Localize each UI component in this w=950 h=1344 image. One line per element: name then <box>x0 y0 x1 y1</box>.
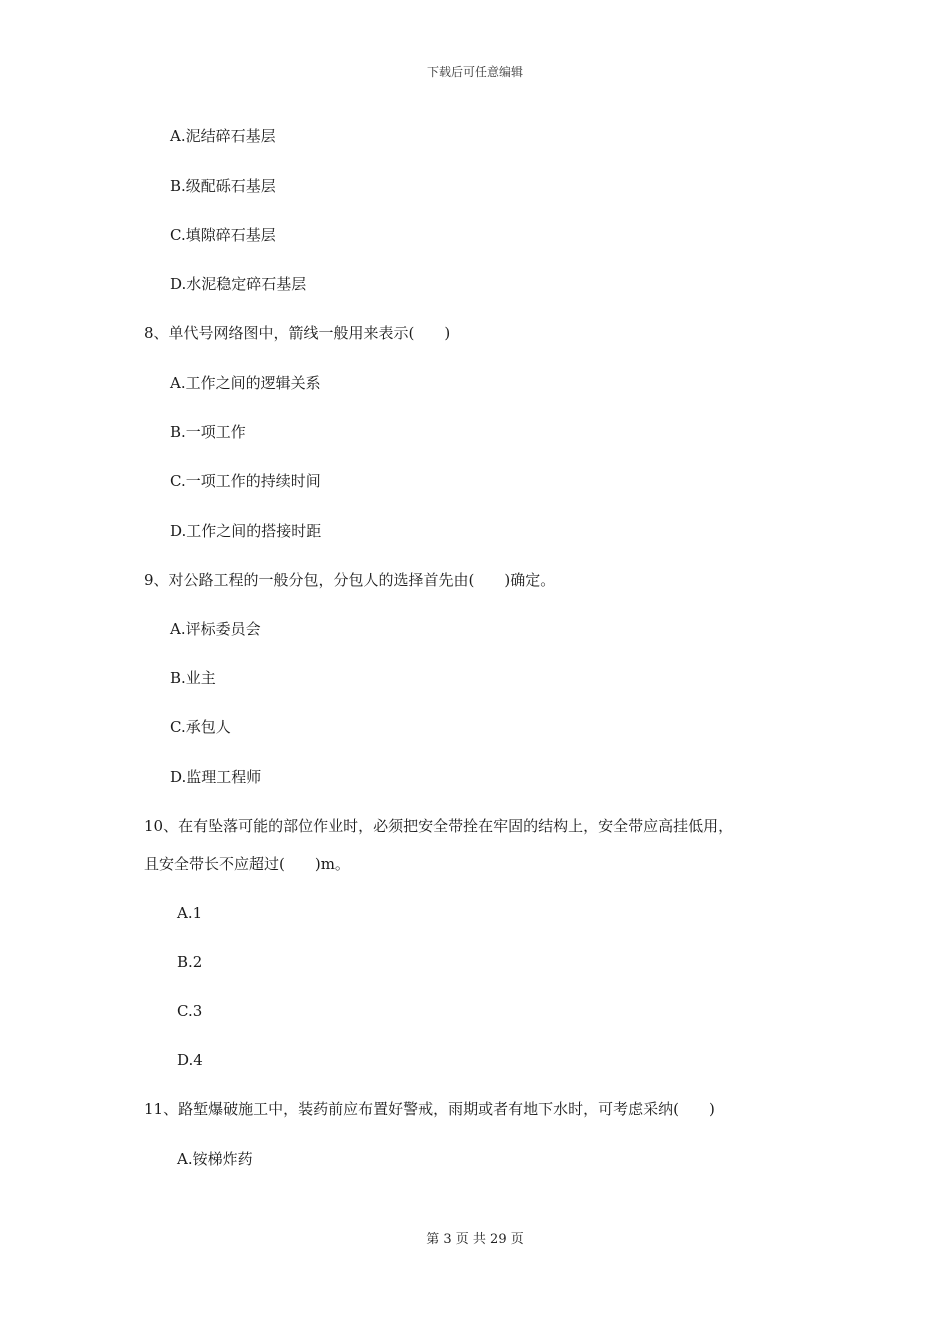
q7-option-d: D.水泥稳定碎石基层 <box>170 275 307 293</box>
q9-option-b: B.业主 <box>170 669 216 687</box>
q10-stem-line2: 且安全带长不应超过( )m。 <box>144 855 350 873</box>
q9-option-c: C.承包人 <box>170 718 231 736</box>
q8-stem: 8、单代号网络图中，箭线一般用来表示( ) <box>144 324 451 342</box>
q8-option-d: D.工作之间的搭接时距 <box>170 522 322 540</box>
q11-stem: 11、路堑爆破施工中，装药前应布置好警戒，雨期或者有地下水时，可考虑采纳( ) <box>144 1100 715 1118</box>
q7-option-c: C.填隙碎石基层 <box>170 226 276 244</box>
page-header: 下载后可任意编辑 <box>426 65 523 79</box>
q9-option-d: D.监理工程师 <box>170 768 262 786</box>
q10-option-c: C.3 <box>177 1002 203 1020</box>
page-footer: 第 3 页 共 29 页 <box>426 1232 524 1247</box>
q7-option-b: B.级配砾石基层 <box>170 177 276 195</box>
q8-option-c: C.一项工作的持续时间 <box>170 472 321 490</box>
q9-stem: 9、对公路工程的一般分包，分包人的选择首先由( )确定。 <box>144 571 556 589</box>
q9-option-a: A.评标委员会 <box>170 620 261 638</box>
q11-option-a: A.铵梯炸药 <box>177 1150 253 1168</box>
q7-option-a: A.泥结碎石基层 <box>170 127 276 145</box>
q8-option-b: B.一项工作 <box>170 423 246 441</box>
q10-option-b: B.2 <box>177 953 203 971</box>
q10-option-d: D.4 <box>177 1051 203 1069</box>
q8-option-a: A.工作之间的逻辑关系 <box>170 374 321 392</box>
q10-stem-line1: 10、在有坠落可能的部位作业时，必须把安全带拴在牢固的结构上，安全带应高挂低用， <box>144 817 734 835</box>
q10-option-a: A.1 <box>177 904 203 922</box>
